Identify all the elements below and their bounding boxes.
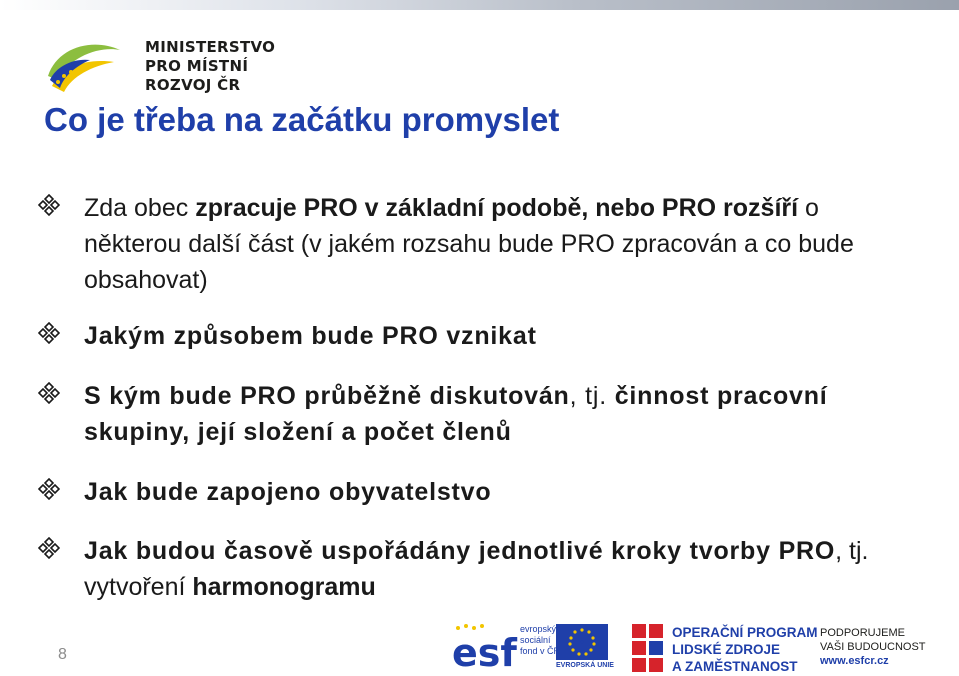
four-diamond-bullet-icon [38,537,60,559]
podp-line-1: PODPORUJEME [820,627,905,639]
podp-web-link[interactable]: www.esfcr.cz [820,655,889,667]
ministry-name [145,38,275,95]
svg-text:esf: esf [452,631,517,674]
bullet-1-text-c: o některou další část (v jakém rozsahu bude PRO zpracován a co bude obsahovat) [84,194,854,294]
bullet-4-text: Jak bude zapojeno obyvatelstvo [84,478,492,506]
bullet-2-text: Jakým způsobem bude PRO vznikat [84,322,537,350]
eu-flag-icon [556,624,608,660]
bullet-5-text-a: Jak budou časově uspořádány jednotlivé kroky tvorby PRO [84,537,836,565]
bullet-item-4 [38,474,918,510]
esf-line-3: fond v ČR [520,646,561,656]
bullet-item-5 [38,533,918,605]
bullet-1-text-a: Zda obec [84,194,196,222]
op-lzz-logo-icon [632,624,663,672]
esf-line-2: sociální [520,635,551,645]
bullet-item-3 [38,378,918,450]
op-line-3: A ZAMĚSTNANOST [672,659,798,674]
esf-caption [520,624,560,657]
eu-caption: EVROPSKÁ UNIE [556,662,614,669]
bullet-5-text-b: , tj. vytvoření [84,537,869,601]
page-title: Co je třeba na začátku promyslet [44,101,560,138]
ministry-line-1: MINISTERSTVO [145,38,276,56]
bullet-1-text-b: zpracuje PRO v základní podobě, nebo PRO rozšíří [195,194,799,222]
op-lzz-caption [672,624,818,675]
bullet-3-text-a: S kým bude PRO průběžně diskutován [84,382,570,410]
ministry-line-3: ROZVOJ ČR [145,76,241,94]
bullet-5-text-c: harmonogramu [192,573,376,601]
esf-line-1: evropský [520,624,557,634]
four-diamond-bullet-icon [38,322,60,344]
four-diamond-bullet-icon [38,382,60,404]
ministry-logo-icon [44,36,124,94]
top-gradient-bar [0,0,959,10]
podp-line-2: VAŠI BUDOUCNOST [820,641,926,653]
esf-logo-icon [450,624,517,674]
page-number: 8 [58,646,67,663]
bullet-3-text-b: , tj. [569,382,615,410]
op-line-2: LIDSKÉ ZDROJE [672,642,781,657]
four-diamond-bullet-icon [38,194,60,216]
bullet-3-text-c: činnost pracovní skupiny, její složení a počet členů [84,382,828,446]
four-diamond-bullet-icon [38,478,60,500]
op-line-1: OPERAČNÍ PROGRAM [672,625,818,640]
podporujeme-caption [820,626,926,668]
bullet-item-1 [38,190,918,298]
bullet-item-2 [38,318,918,354]
ministry-line-2: PRO MÍSTNÍ [145,57,249,75]
